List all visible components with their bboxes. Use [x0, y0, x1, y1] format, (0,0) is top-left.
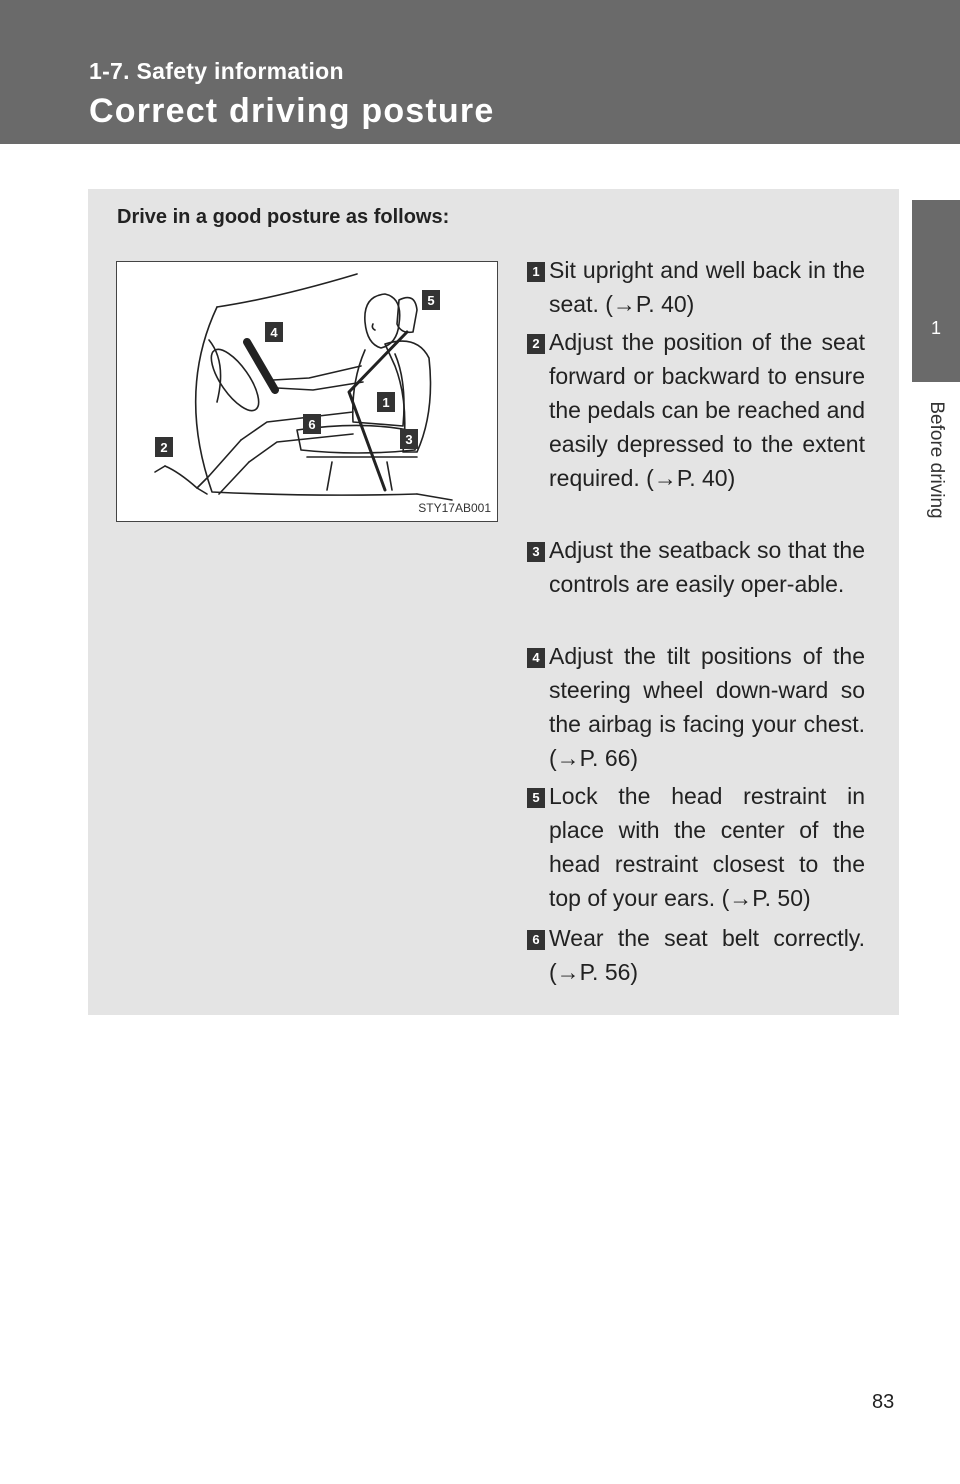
list-item: Adjust the position of the seat forward or backward to ensure the pedals can be reached and easily depressed to the extent required. (→P. 40) — [549, 329, 865, 491]
callout-3: 3 — [405, 432, 413, 447]
callout-5: 5 — [427, 293, 435, 308]
item-number-badge: 6 — [527, 930, 545, 950]
chapter-tab-number: 1 — [930, 318, 941, 338]
list-item: Adjust the tilt positions of the steering wheel down-ward so the airbag is facing your chest. (→P. 66) — [549, 643, 865, 771]
page-number: 83 — [872, 1391, 895, 1413]
chapter-header — [0, 0, 960, 144]
chapter-tab-label-text: Before driving — [926, 401, 947, 519]
list-item: Sit upright and well back in the seat. (→P. 40) — [549, 257, 865, 317]
figure-code: STY17AB001 — [418, 501, 491, 515]
item-number-badge: 5 — [527, 788, 545, 808]
callout-1: 1 — [382, 395, 390, 410]
page-title: Correct driving posture — [89, 92, 495, 130]
intro-text: Drive in a good posture as follows: — [117, 206, 450, 228]
callout-4: 4 — [270, 325, 278, 340]
callout-2: 2 — [160, 440, 168, 455]
item-number-badge: 4 — [527, 648, 545, 668]
item-number-badge: 2 — [527, 334, 545, 354]
posture-drawing — [117, 262, 499, 523]
item-number-badge: 3 — [527, 542, 545, 562]
list-item: Adjust the seatback so that the controls are easily oper-able. — [549, 537, 865, 597]
list-item: Wear the seat belt correctly. (→P. 56) — [549, 925, 865, 985]
posture-illustration — [116, 261, 498, 522]
section-title: 1-7. Safety information — [89, 58, 344, 84]
callout-6: 6 — [308, 417, 316, 432]
list-item: Lock the head restraint in place with the center of the head restraint closest to the top of your ears. (→P. 50) — [549, 783, 865, 911]
item-number-badge: 1 — [527, 262, 545, 282]
chapter-tab[interactable] — [912, 200, 960, 382]
